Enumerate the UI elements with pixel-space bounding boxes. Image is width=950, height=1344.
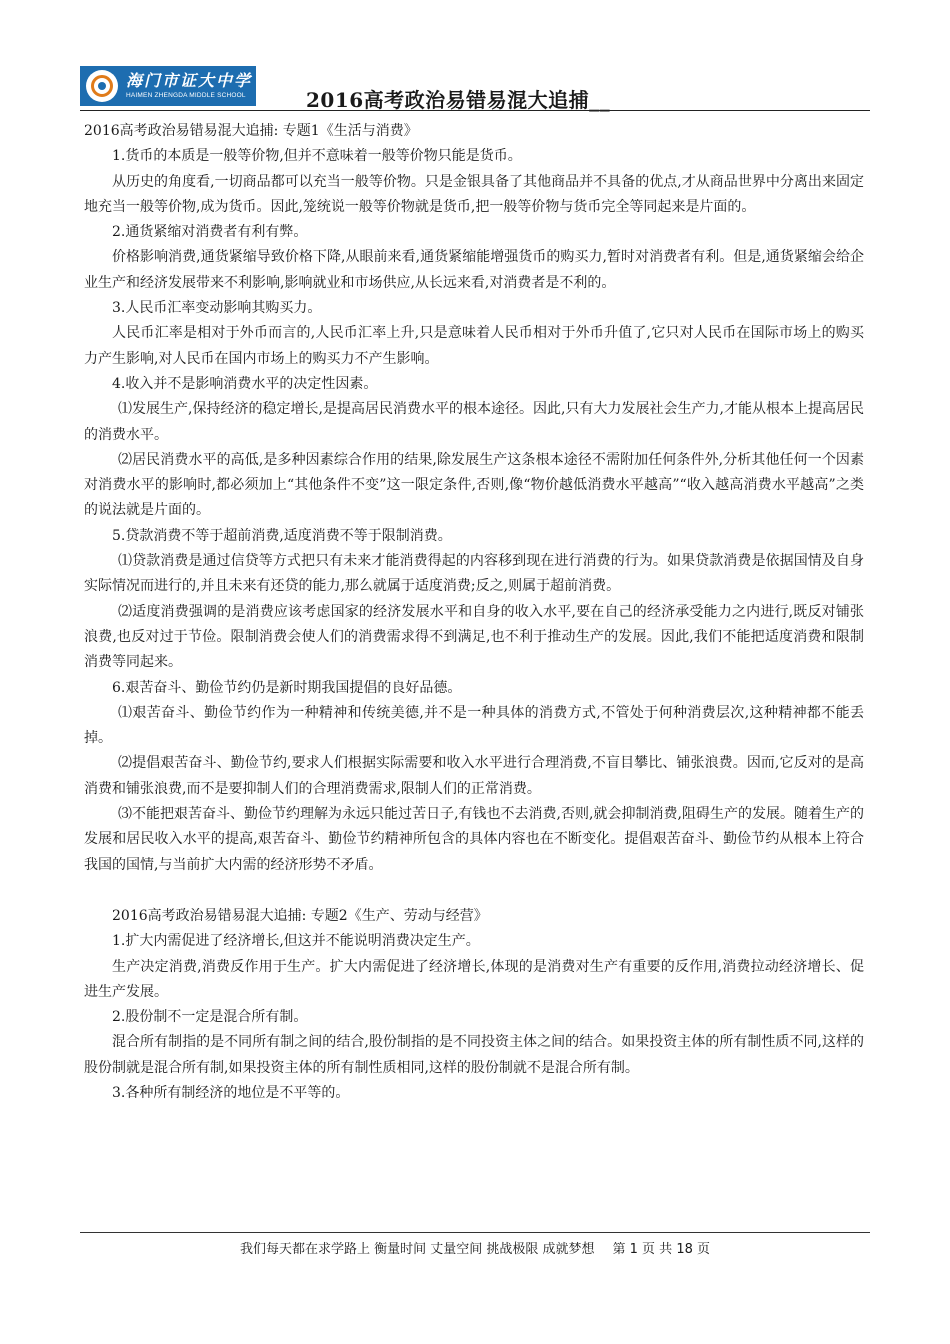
paragraph: ⑵居民消费水平的高低,是多种因素综合作用的结果,除发展生产这条根本途径不需附加任何条件外,分析其他任何一个因素对消费水平的影响时,都必须加上“其他条件不变”这一限定条件,否则,像“物价越低消费水平越高”“收入越高消费水平越高”之类的说法就是片面的。 — [84, 451, 864, 519]
document-body — [84, 119, 864, 1106]
paragraph: 2016高考政治易错易混大追捕: 专题1《生活与消费》 — [84, 123, 418, 139]
paragraph: 5.贷款消费不等于超前消费,适度消费不等于限制消费。 — [112, 527, 452, 544]
paragraph: 人民币汇率是相对于外币而言的,人民币汇率上升,只是意味着人民币相对于外币升值了,它只对人民币在国际市场上的购买力产生影响,对人民币在国内市场上的购买力不产生影响。 — [84, 325, 864, 367]
header-divider — [80, 110, 870, 111]
footer-motto: 我们每天都在求学路上 衡量时间 丈量空间 挑战极限 成就梦想 — [239, 1242, 595, 1257]
page-number: 第 1 页 共 18 页 — [612, 1242, 710, 1257]
document-title: 2016高考政治易错易混大追捕__ — [306, 88, 611, 112]
paragraph: ⑴发展生产,保持经济的稳定增长,是提高居民消费水平的根本途径。因此,只有大力发展社会生产力,才能从根本上提高居民的消费水平。 — [84, 401, 864, 443]
paragraph: ⑵适度消费强调的是消费应该考虑国家的经济发展水平和自身的收入水平,要在自己的经济承受能力之内进行,既反对铺张浪费,也反对过于节俭。限制消费会使人们的消费需求得不到满足,也不利于推动生产的发展。因此,我们不能把适度消费和限制消费等同起来。 — [84, 603, 864, 671]
logo-school-name: 海门市证大中学 — [126, 70, 253, 90]
paragraph: ⑵提倡艰苦奋斗、勤俭节约,要求人们根据实际需要和收入水平进行合理消费,不盲目攀比、铺张浪费。因而,它反对的是高消费和铺张浪费,而不是要抑制人们的合理消费需求,限制人们的正常消费。 — [84, 755, 864, 797]
paragraph: 2.股份制不一定是混合所有制。 — [112, 1009, 308, 1026]
page-footer — [0, 1238, 950, 1257]
paragraph: ⑴艰苦奋斗、勤俭节约作为一种精神和传统美德,并不是一种具体的消费方式,不管处于何种消费层次,这种精神都不能丢掉。 — [84, 704, 864, 747]
logo-english-name: HAIMEN ZHENGDA MIDDLE SCHOOL — [126, 91, 246, 99]
paragraph: 3.各种所有制经济的地位是不平等的。 — [112, 1084, 350, 1101]
paragraph: ⑴贷款消费是通过信贷等方式把只有未来才能消费得起的内容移到现在进行消费的行为。如果贷款消费是依据国情及自身实际情况而进行的,并且未来有还贷的能力,那么就属于适度消费;反之,则属于超前消费。 — [84, 553, 864, 595]
paragraph: 2016高考政治易错易混大追捕: 专题2《生产、劳动与经营》 — [112, 907, 488, 924]
paragraph: 生产决定消费,消费反作用于生产。扩大内需促进了经济增长,体现的是消费对生产有重要的反作用,消费拉动经济增长、促进生产发展。 — [84, 958, 864, 1000]
school-seal-icon — [86, 70, 118, 102]
paragraph: 价格影响消费,通货紧缩导致价格下降,从眼前来看,通货紧缩能增强货币的购买力,暂时对消费者有利。但是,通货紧缩会给企业生产和经济发展带来不利影响,影响就业和市场供应,从长远来看,对消费者是不利的。 — [84, 249, 864, 291]
paragraph: ⑶不能把艰苦奋斗、勤俭节约理解为永远只能过苦日子,有钱也不去消费,否则,就会抑制消费,阻碍生产的发展。随着生产的发展和居民收入水平的提高,艰苦奋斗、勤俭节约精神所包含的具体内容也在不断变化。提倡艰苦奋斗、勤俭节约从根本上符合我国的国情,与当前扩大内需的经济形势不矛盾。 — [84, 806, 864, 873]
paragraph: 从历史的角度看,一切商品都可以充当一般等价物。只是金银具备了其他商品并不具备的优点,才从商品世界中分离出来固定地充当一般等价物,成为货币。因此,笼统说一般等价物就是货币,把一般等价物与货币完全等同起来是片面的。 — [84, 173, 864, 215]
school-logo — [80, 66, 256, 106]
paragraph: 4.收入并不是影响消费水平的决定性因素。 — [112, 375, 378, 392]
paragraph: 2.通货紧缩对消费者有利有弊。 — [112, 224, 308, 241]
paragraph: 6.艰苦奋斗、勤俭节约仍是新时期我国提倡的良好品德。 — [112, 679, 462, 696]
paragraph: 1.货币的本质是一般等价物,但并不意味着一般等价物只能是货币。 — [112, 148, 522, 165]
paragraph: 1.扩大内需促进了经济增长,但这并不能说明消费决定生产。 — [112, 933, 480, 950]
paragraph: 混合所有制指的是不同所有制之间的结合,股份制指的是不同投资主体之间的结合。如果投资主体的所有制性质不同,这样的股份制就是混合所有制,如果投资主体的所有制性质相同,这样的股份制就不是混合所有制。 — [84, 1034, 864, 1076]
page-header — [80, 66, 870, 110]
section-gap — [84, 878, 864, 904]
paragraph: 3.人民币汇率变动影响其购买力。 — [112, 300, 322, 317]
footer-divider — [80, 1232, 870, 1233]
